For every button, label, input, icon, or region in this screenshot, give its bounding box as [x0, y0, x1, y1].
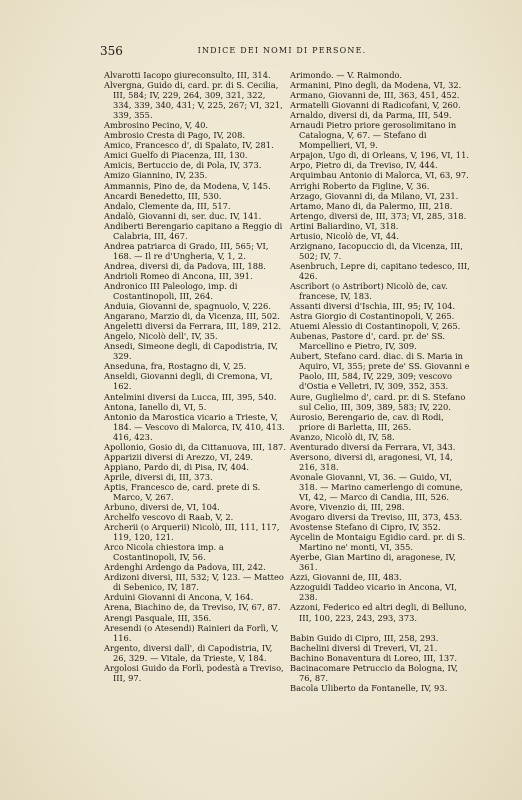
index-entry: Aptis, Francesco de, card. prete di S. Marco, V, 267. — [104, 481, 261, 502]
index-entry: Avonale Giovanni, VI, 36. — Guido, VI, 318. — Marino camerlengo di comune, VI, 42, — Marco di Candia, III, 526. — [290, 471, 463, 502]
index-entry: Andrea, diversi di, da Padova, III, 188. — [104, 260, 266, 271]
index-entry: Arbuno, diversi de, VI, 104. — [104, 502, 220, 513]
index-entry: Arengi Pasquale, III, 356. — [104, 612, 212, 623]
index-entry: Arnaldo, diversi di, da Parma, III, 549. — [290, 110, 452, 121]
index-entry: Arrighi Roberto da Figline, V, 36. — [290, 180, 430, 191]
index-entry: Assanti diversi d'Ischia, III, 95; IV, 104. — [290, 301, 456, 312]
index-entry: Amici Guelfo di Piacenza, III, 130. — [104, 150, 248, 161]
index-entry: Apparizii diversi di Arezzo, VI, 249. — [104, 451, 254, 462]
index-entry: Aresendi (o Atesendi) Rainieri da Forlì, V, 116. — [104, 622, 279, 643]
index-entry: Armano, Giovanni de, III, 363, 451, 452. — [290, 90, 460, 101]
index-entry: Atuemi Alessio di Costantinopoli, V, 265. — [290, 321, 461, 332]
index-column-left — [104, 70, 286, 683]
index-entry: Antonio da Marostica vicario a Trieste, V, 184. — Vescovo di Malorca, IV, 410, 413. 416, 423. — [104, 411, 285, 442]
index-entry: Aycelin de Montaigu Egidio card. pr. di S. Martino ne' monti, VI, 355. — [290, 532, 466, 553]
index-entry: Amicis, Bertuccio de, di Pola, IV, 373. — [104, 160, 262, 171]
index-entry: Armatelli Giovanni di Radicofani, V, 260. — [290, 100, 461, 111]
index-entry: Arpajon, Ugo di, di Orleans, V, 196, VI, 11. — [290, 150, 469, 161]
index-entry: Archerii (o Arquerii) Nicolò, III, 111, 117, 119, 120, 121. — [104, 522, 280, 543]
index-entry: Aversono, diversi di, aragonesi, VI, 14, 216, 318. — [290, 451, 453, 472]
index-entry: Antelmini diversi da Lucca, III, 395, 540. — [104, 391, 277, 402]
index-entry: Arzignano, Iacopuccio di, da Vicenza, III, 502; IV, 7. — [290, 240, 463, 261]
index-section-a — [290, 70, 472, 623]
index-entry: Arena, Biachino de, da Treviso, IV, 67, 87. — [104, 602, 281, 613]
index-entry: Ambrosio Cresta di Pago, IV, 208. — [104, 130, 245, 141]
index-entry: Bacinacomare Petruccio da Bologna, IV, 76, 87. — [290, 662, 458, 683]
index-entry: Azzi, Giovanni de, III, 483. — [290, 572, 402, 583]
index-entry: Ansedi, Simeone degli, di Capodistria, IV, 329. — [104, 341, 278, 362]
index-entry: Andronico III Paleologo, imp. di Costantinopoli, III, 264. — [104, 280, 238, 302]
index-entry: Angeletti diversi da Ferrara, III, 189, 212. — [104, 321, 282, 332]
index-entry: Alvergna, Guido di, card. pr. di S. Cecilia, III, 584; IV, 229, 264, 309, 321, 322, 334, 339, 340, 431; V, 225, 267; VI, 321, 339, 355. — [104, 80, 283, 121]
page-header — [96, 44, 468, 58]
index-entry: Arzago, Giovanni di, da Milano, VI, 231. — [290, 190, 459, 201]
index-entry: Avostense Stefano di Cipro, IV, 352. — [290, 522, 441, 533]
index-entry: Ardizoni diversi, III, 532; V, 123. — Matteo di Sebenico, IV, 187. — [104, 572, 284, 593]
index-entry: Artusio, Nicolò de, VI, 44. — [290, 230, 399, 241]
running-title: INDICE DEI NOMI DI PERSONE. — [197, 46, 367, 55]
index-entry: Antona, Ianello di, VI, 5. — [104, 401, 207, 412]
index-entry: Aubenas, Pastore d', card. pr. de' SS. Marcellino e Pietro, IV, 309. — [290, 331, 445, 352]
index-entry: Azzoni, Federico ed altri degli, di Belluno, III, 100, 223, 243, 293, 373. — [290, 602, 467, 623]
index-entry: Ayerbe, Gian Martino di, aragonese, IV, 361. — [290, 552, 456, 573]
index-entry: Angarano, Marzio di, da Vicenza, III, 502. — [104, 311, 280, 322]
index-entry: Aventurado diversi da Ferrara, VI, 343. — [290, 441, 456, 452]
index-entry: Alvarotti Iacopo giureconsulto, III, 314. — [104, 70, 271, 80]
index-entry: Ancardi Benedetto, III, 530. — [104, 190, 222, 201]
index-entry: Amico, Francesco d', di Spalato, IV, 281. — [104, 140, 274, 151]
index-entry: Ambrosino Pecino, V, 40. — [104, 120, 209, 131]
index-entry: Armanini, Pino degli, da Modena, VI, 32. — [290, 80, 462, 91]
index-entry: Artamo, Mano di, da Palermo, III, 218. — [290, 200, 453, 211]
index-entry: Azzoguidi Taddeo vicario in Ancona, VI, 238. — [290, 582, 457, 603]
index-entry: Bachino Bonaventura di Loreo, III, 137. — [290, 652, 458, 663]
index-entry: Arduini Giovanni di Ancona, V, 164. — [104, 592, 254, 603]
index-entry: Anseduna, fra, Rostagno di, V, 25. — [104, 361, 247, 372]
index-entry: Andalò, Giovanni di, ser. duc. IV, 141. — [104, 210, 262, 221]
index-entry: Andrioli Romeo di Ancona, III, 391. — [104, 270, 253, 281]
index-entry: Andiberti Berengario capitano a Reggio di Calabria, III, 467. — [104, 220, 283, 241]
index-entry: Avanzo, Nicolò di, IV, 58. — [290, 431, 395, 442]
index-entry: Aure, Guglielmo d', card. pr. di S. Stefano sul Celio, III, 309, 389, 583; IV, 220. — [290, 391, 466, 412]
index-entry: Astra Giorgio di Costantinopoli, V, 265. — [290, 311, 455, 322]
index-entry: Amizo Giannino, IV, 235. — [104, 170, 208, 181]
index-entry: Anduia, Giovanni de, spagnuolo, V, 226. — [104, 301, 271, 312]
index-entry: Avogaro diversi da Treviso, III, 373, 453. — [290, 512, 463, 523]
index-entry: Ardenghi Ardengo da Padova, III, 242. — [104, 562, 266, 573]
index-entry: Archelfo vescovo di Raab, V, 2. — [104, 512, 234, 523]
index-entry: Arquimbau Antonio di Malorca, VI, 63, 97. — [290, 170, 469, 181]
index-entry: Artini Baliardino, VI, 318. — [290, 220, 399, 231]
index-entry: Arpo, Pietro di, da Treviso, IV, 444. — [290, 160, 438, 171]
index-entry: Asenbruch, Lepre di, capitano tedesco, III, 426. — [290, 260, 470, 281]
index-entry: Argento, diversi dall', di Capodistria, IV, 26, 329. — Vitale, da Trieste, V, 184. — [104, 642, 273, 663]
index-entry: Appiano, Pardo di, di Pisa, IV, 404. — [104, 461, 250, 472]
index-entry: Arimondo. — V. Raimondo. — [290, 70, 403, 80]
index-entry: Andrea patriarca di Grado, III, 565; VI, 168. — Il re d'Ungheria, V, 1, 2. — [104, 240, 269, 261]
index-entry: Bachelini diversi di Treveri, VI, 21. — [290, 642, 438, 653]
index-entry: Anseldi, Giovanni degli, di Cremona, VI, 162. — [104, 371, 273, 392]
index-entry: Avore, Vivenzio di, III, 298. — [290, 502, 405, 513]
page-number: 356 — [100, 44, 123, 58]
index-entry: Bacola Uliberto da Fontanelle, IV, 93. — [290, 682, 448, 693]
index-entry: Aubert, Stefano card. diac. di S. Maria in Aquiro, VI, 355; prete de' SS. Giovanni e Paolo, III, 584, IV, 229, 309; vescovo d'Ostia e Velletri, IV, 309, 352, 353. — [290, 351, 470, 392]
index-entry: Argolosi Guido da Forlì, podestà a Treviso, III, 97. — [104, 662, 284, 683]
index-entry: Artengo, diversi de, III, 373; VI, 285, 318. — [290, 210, 467, 221]
index-entry: Angelo, Nicolò dell', IV, 35. — [104, 331, 218, 342]
index-entry: Aprile, diversi di, III, 373. — [104, 471, 213, 482]
index-entry: Aurosio, Berengario de, cav. di Rodi, priore di Barletta, III, 265. — [290, 411, 444, 432]
index-column-right — [290, 70, 472, 693]
section-gap — [290, 623, 472, 633]
index-entry: Arco Nicola chiestora imp. a Costantinopoli, IV, 56. — [104, 542, 224, 563]
index-entry: Babin Guido di Cipro, III, 258, 293. — [290, 632, 439, 643]
index-section-b — [290, 633, 472, 693]
index-entry: Andalo, Clemente da, III, 517. — [104, 200, 231, 211]
index-entry: Ascribort (o Astribort) Nicolò de, cav. francese, IV, 183. — [290, 280, 448, 302]
index-entry: Arnaudi Pietro priore gerosolimitano in Catalogna, V, 67. — Stefano di Mompellieri, VI, 9. — [290, 120, 457, 151]
index-entry: Apollonio, Gosio di, da Cittanuova, III, 187. — [104, 441, 286, 452]
index-entry: Ammannis, Pino de, da Modena, V, 145. — [104, 180, 271, 191]
